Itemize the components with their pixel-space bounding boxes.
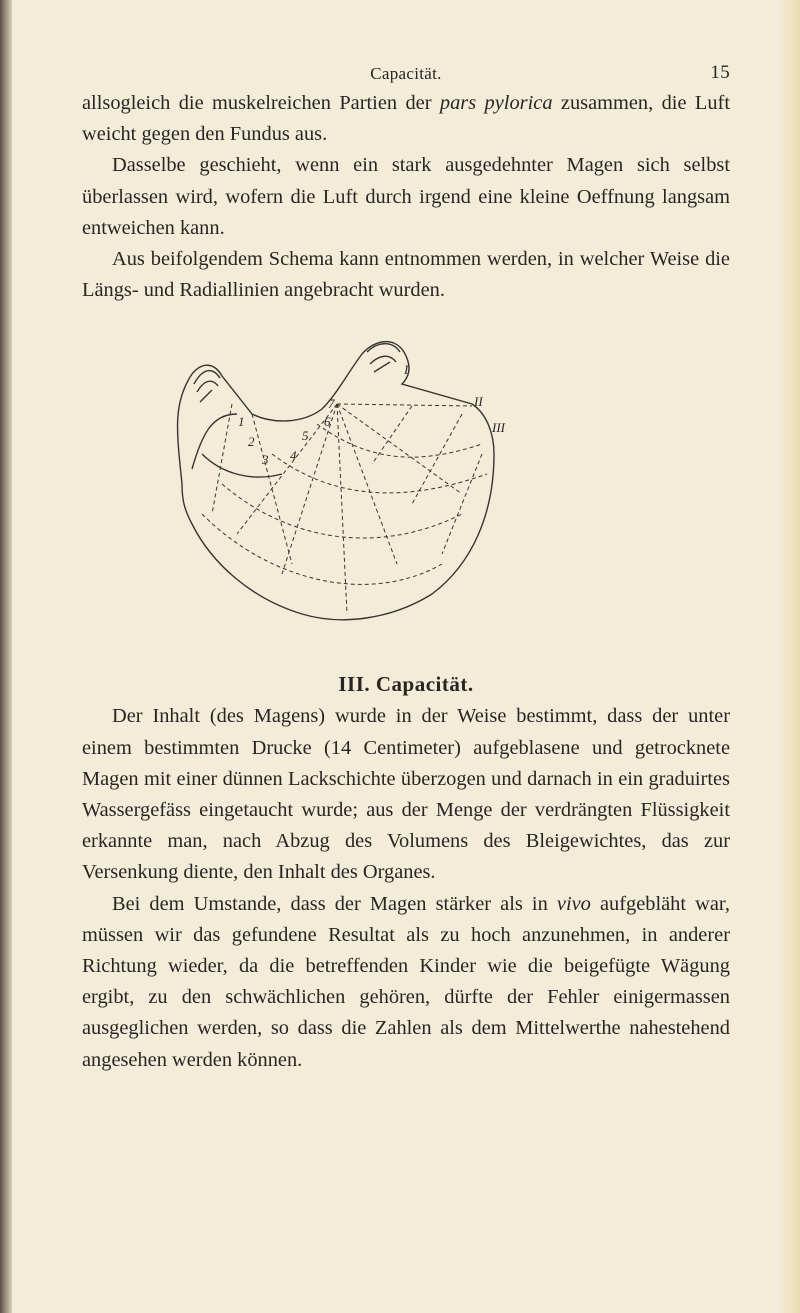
stomach-schema-diagram: [142, 314, 542, 654]
book-spine-shadow: [0, 0, 12, 1313]
paragraph-4: Der Inhalt (des Magens) wurde in der Weise bestimmt, dass der unter einem bestimmten Drucke (14 Centimeter) aufgeblasene und getrocknete Magen mit einer dünnen Lackschichte überzogen und darnach in ein graduirtes Wassergefäss eingetaucht wurde; aus der Menge der verdrängten Flüssigkeit erkannte man, nach Abzug des Volumens des Bleigewichtes, das zur Versenkung diente, den Inhalt des Organes.: [82, 705, 730, 884]
paragraph-3: Aus beifolgendem Schema kann entnommen werden, in welcher Weise die Längs- und Radiallinien angebracht wurden.: [82, 248, 730, 302]
label-III: III: [492, 420, 505, 436]
label-7: 7: [328, 396, 335, 412]
book-page: [82, 58, 730, 1076]
label-2: 2: [248, 434, 255, 450]
stomach-outline: [178, 342, 494, 620]
label-1: 1: [238, 414, 245, 430]
label-I: I: [404, 362, 409, 378]
latin-term: pars pylorica: [439, 92, 553, 114]
running-title: Capacität.: [370, 64, 442, 83]
stomach-schema-figure: [82, 314, 730, 666]
latin-term: vivo: [556, 892, 591, 915]
label-II: II: [474, 394, 483, 410]
paragraph-5: Bei dem Umstande, dass der Magen stärker als in vivo aufgebläht war, müssen wir das gefundene Resultat als zu hoch anzunehmen, in anderer Richtung wieder, da die betreffenden Kinder wie die beigefügte Wägung ergibt, zu den schwächlichen gehören, dürfte der Fehler einigermassen ausgeglichen werden, so dass die Zahlen als dem Mittelwerthe nahestehend angesehen werden können.: [82, 892, 730, 1071]
label-5: 5: [302, 428, 309, 444]
page-number: 15: [710, 62, 730, 83]
running-head: [82, 58, 730, 88]
paragraph-1: allsogleich die muskelreichen Partien der pars pylorica zusammen, die Luft weicht gegen den Fundus aus.: [82, 92, 731, 146]
label-6: 6: [324, 414, 331, 430]
page-edge: [778, 0, 800, 1313]
label-4: 4: [290, 448, 297, 464]
section-heading: III. Capacität.: [338, 672, 474, 697]
label-3: 3: [262, 452, 269, 468]
paragraph-2: Dasselbe geschieht, wenn ein stark ausgedehnter Magen sich selbst überlassen wird, wofern die Luft durch irgend eine kleine Oeffnung langsam entweichen kann.: [82, 154, 730, 239]
